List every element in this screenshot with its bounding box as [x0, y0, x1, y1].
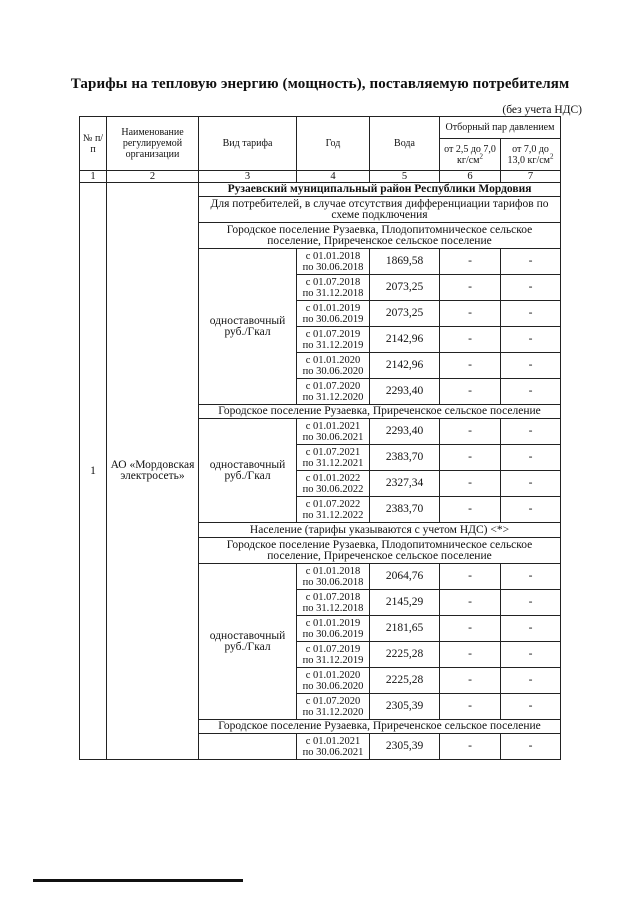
- steam-value: -: [501, 734, 561, 760]
- steam-value: -: [501, 379, 561, 405]
- period-cell: с 01.01.2018 по 30.06.2018: [297, 564, 370, 590]
- steam-value: -: [501, 668, 561, 694]
- column-number: 3: [199, 171, 297, 183]
- block-heading: Для потребителей, в случае отсутствия дифференциации тарифов по схеме подключения: [199, 197, 561, 223]
- steam-value: -: [440, 694, 501, 720]
- steam-value: -: [440, 668, 501, 694]
- tariff-type: одноставочный руб./Гкал: [199, 249, 297, 405]
- settlement-heading: Городское поселение Рузаевка, Приреченское сельское поселение: [199, 720, 561, 734]
- steam-value: -: [501, 327, 561, 353]
- water-value: 2145,29: [370, 590, 440, 616]
- period-cell: с 01.07.2021 по 31.12.2021: [297, 445, 370, 471]
- water-value: 2225,28: [370, 668, 440, 694]
- settlement-heading: Городское поселение Рузаевка, Приреченское сельское поселение: [199, 405, 561, 419]
- period-cell: с 01.01.2019 по 30.06.2019: [297, 301, 370, 327]
- footer-rule: [33, 879, 243, 882]
- settlement-heading: Городское поселение Рузаевка, Плодопитомническое сельское поселение, Приреченское сельское поселение: [199, 223, 561, 249]
- column-number: 7: [501, 171, 561, 183]
- steam-value: -: [440, 734, 501, 760]
- steam-value: -: [501, 445, 561, 471]
- water-value: 2305,39: [370, 694, 440, 720]
- water-value: 2383,70: [370, 445, 440, 471]
- tariff-table-body: [80, 117, 561, 760]
- steam-value: -: [440, 616, 501, 642]
- water-value: 2073,25: [370, 275, 440, 301]
- water-value: 2383,70: [370, 497, 440, 523]
- period-cell: с 01.01.2022 по 30.06.2022: [297, 471, 370, 497]
- steam-value: -: [501, 353, 561, 379]
- period-cell: с 01.07.2020 по 31.12.2020: [297, 379, 370, 405]
- steam-value: -: [440, 301, 501, 327]
- period-cell: с 01.01.2019 по 30.06.2019: [297, 616, 370, 642]
- steam-value: -: [440, 445, 501, 471]
- header-steam-2-5-7: от 2,5 до 7,0 $кг/см^2$: [440, 139, 501, 171]
- steam-value: -: [440, 590, 501, 616]
- region-row: [80, 183, 561, 197]
- steam-value: -: [440, 275, 501, 301]
- steam-value: -: [501, 616, 561, 642]
- steam-value: -: [440, 471, 501, 497]
- period-cell: с 01.07.2020 по 31.12.2020: [297, 694, 370, 720]
- water-value: 2073,25: [370, 301, 440, 327]
- block-heading: Население (тарифы указываются с учетом НДС) <*>: [199, 523, 561, 538]
- row-number: 1: [80, 183, 107, 760]
- water-value: 2305,39: [370, 734, 440, 760]
- period-cell: с 01.07.2018 по 31.12.2018: [297, 275, 370, 301]
- document-title: Тарифы на тепловую энергию (мощность), поставляемую потребителям: [70, 76, 570, 92]
- steam-value: -: [501, 471, 561, 497]
- steam-value: -: [440, 249, 501, 275]
- column-number: 5: [370, 171, 440, 183]
- steam-value: -: [501, 497, 561, 523]
- tariff-type: одноставочный руб./Гкал: [199, 564, 297, 720]
- steam-value: -: [440, 353, 501, 379]
- water-value: 2142,96: [370, 353, 440, 379]
- header-year: Год: [297, 117, 370, 171]
- tariff-table: [79, 116, 561, 760]
- steam-value: -: [501, 301, 561, 327]
- header-steam-7-13: от 7,0 до 13,0 $кг/см^2$: [501, 139, 561, 171]
- water-value: 2181,65: [370, 616, 440, 642]
- water-value: 2064,76: [370, 564, 440, 590]
- steam-value: -: [440, 419, 501, 445]
- steam-value: -: [501, 642, 561, 668]
- period-cell: с 01.01.2018 по 30.06.2018: [297, 249, 370, 275]
- steam-value: -: [501, 249, 561, 275]
- tariff-type: одноставочный руб./Гкал: [199, 419, 297, 523]
- steam-value: -: [501, 419, 561, 445]
- water-value: 2293,40: [370, 379, 440, 405]
- period-cell: с 01.07.2019 по 31.12.2019: [297, 642, 370, 668]
- period-cell: с 01.07.2019 по 31.12.2019: [297, 327, 370, 353]
- vat-note: (без учета НДС): [502, 104, 582, 116]
- steam-value: -: [501, 275, 561, 301]
- water-value: 2225,28: [370, 642, 440, 668]
- period-cell: с 01.07.2022 по 31.12.2022: [297, 497, 370, 523]
- organization-name: АО «Мордовская электросеть»: [107, 183, 199, 760]
- period-cell: с 01.01.2021 по 30.06.2021: [297, 419, 370, 445]
- header-water: Вода: [370, 117, 440, 171]
- header-tariff-type: Вид тарифа: [199, 117, 297, 171]
- steam-value: -: [440, 642, 501, 668]
- steam-value: -: [440, 379, 501, 405]
- steam-value: -: [440, 564, 501, 590]
- period-cell: с 01.01.2021 по 30.06.2021: [297, 734, 370, 760]
- water-value: 2293,40: [370, 419, 440, 445]
- period-cell: с 01.01.2020 по 30.06.2020: [297, 353, 370, 379]
- tariff-type: [199, 734, 297, 760]
- period-cell: с 01.01.2020 по 30.06.2020: [297, 668, 370, 694]
- settlement-heading: Городское поселение Рузаевка, Плодопитомническое сельское поселение, Приреченское сельское поселение: [199, 538, 561, 564]
- steam-value: -: [440, 497, 501, 523]
- steam-value: -: [501, 694, 561, 720]
- header-organization: Наименование регулируемой организации: [107, 117, 199, 171]
- water-value: 2327,34: [370, 471, 440, 497]
- steam-value: -: [440, 327, 501, 353]
- column-number: 4: [297, 171, 370, 183]
- steam-value: -: [501, 564, 561, 590]
- water-value: 1869,58: [370, 249, 440, 275]
- column-number: 1: [80, 171, 107, 183]
- water-value: 2142,96: [370, 327, 440, 353]
- header-steam: Отборный пар давлением: [440, 117, 561, 139]
- column-number: 2: [107, 171, 199, 183]
- column-number: 6: [440, 171, 501, 183]
- region-heading: Рузаевский муниципальный район Республики Мордовия: [199, 183, 561, 197]
- steam-value: -: [501, 590, 561, 616]
- period-cell: с 01.07.2018 по 31.12.2018: [297, 590, 370, 616]
- header-no: № п/п: [80, 117, 107, 171]
